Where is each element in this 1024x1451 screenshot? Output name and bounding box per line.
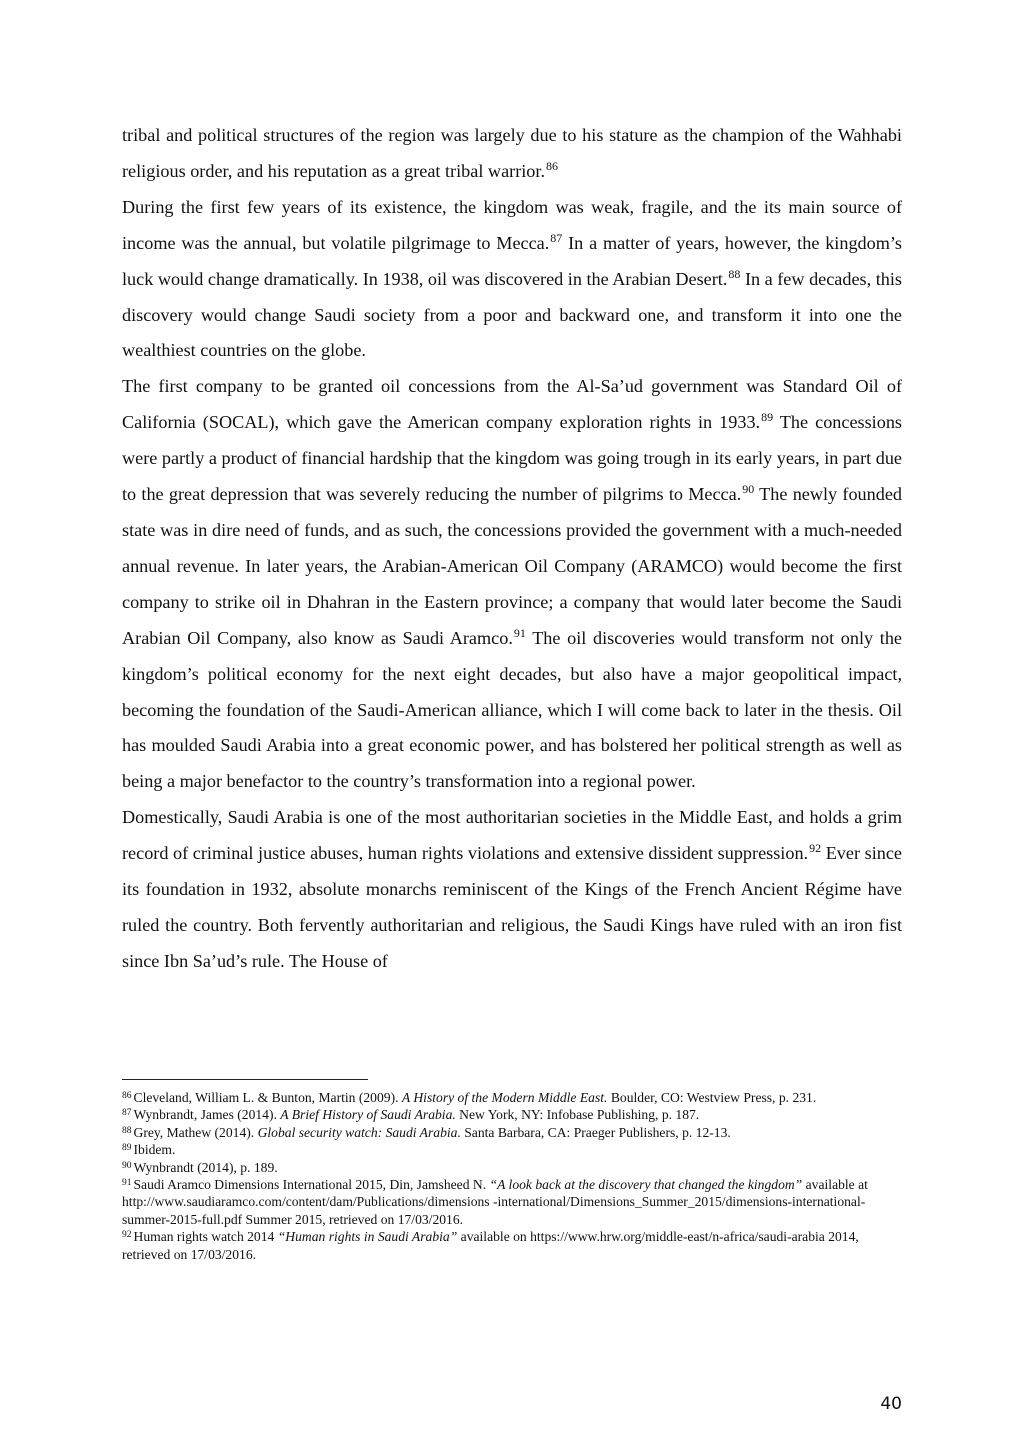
text-run: The oil discoveries would transform not only the kingdom’s political economy for the next eight decades, but also have a major geopolitical impact, becoming the foundation of the Saudi-American alliance, which I will come back to later in the thesis. Oil has moulded Saudi Arabia into a great economic power, and has bolstered her political strength as well as being a major benefactor to the country’s transformation into a regional power. [122, 627, 903, 792]
text-run: Human rights watch 2014 [133, 1229, 278, 1245]
footnote-number: 90 [122, 1160, 132, 1171]
text-run: available at http://www.saudiaramco.com/content/dam/Publications/dimensions -international/Dimensions_Summer_2015/dimensions-international-summer-2015-full.pdf Summer 2015, retrieved on 17/03/2016. [122, 1177, 868, 1227]
text-run: Wynbrandt, James (2014). [133, 1107, 281, 1123]
text-run: Saudi Aramco Dimensions International 2015, Din, Jamsheed N. [133, 1177, 490, 1193]
footnote-reference: 88 [728, 266, 741, 281]
footnote-number: 87 [122, 1108, 132, 1119]
text-run: The first company to be granted oil concessions from the Al-Sa’ud government was Standard Oil of California (SOCAL), which gave the American company exploration rights in 1933. [122, 376, 902, 433]
text-run: Ibidem. [133, 1142, 176, 1158]
footnote-reference: 86 [546, 158, 559, 173]
text-run: Domestically, Saudi Arabia is one of the most authoritarian societies in the Middle East, and holds a grim record of criminal justice abuses, human rights violations and extensive dissident suppression. [122, 807, 902, 864]
paragraph [122, 800, 902, 980]
text-run: available on https://www.hrw.org/middle-east/n-africa/saudi-arabia 2014, retrieved on 17/03/2016. [122, 1229, 859, 1262]
paragraph [122, 369, 902, 800]
italic-title: A Brief History of Saudi Arabia. [280, 1107, 456, 1123]
footnote [122, 1106, 902, 1123]
paragraph [122, 118, 902, 190]
paragraph [122, 190, 902, 370]
footnote-number: 92 [122, 1230, 132, 1241]
footnote [122, 1141, 902, 1158]
text-run: During the first few years of its existence, the kingdom was weak, fragile, and the its main source of income was the annual, but volatile pilgrimage to Mecca. [122, 196, 902, 253]
footnote-reference: 87 [550, 230, 563, 245]
footnote [122, 1124, 902, 1141]
italic-title: Global security watch: Saudi Arabia. [257, 1124, 461, 1140]
footnote-separator [122, 1079, 368, 1080]
footnote-reference: 89 [761, 410, 774, 425]
text-run: Boulder, CO: Westview Press, p. 231. [607, 1090, 817, 1105]
footnote [122, 1089, 902, 1106]
text-run: Wynbrandt (2014), p. 189. [133, 1159, 278, 1175]
italic-title: A History of the Modern Middle East. [401, 1090, 608, 1105]
footnote [122, 1176, 902, 1228]
text-run: Ever since its foundation in 1932, absolute monarchs reminiscent of the Kings of the French Ancient Régime have ruled the country. Both fervently authoritarian and religious, the Saudi Kings have ruled with an iron fist since Ibn Sa’ud’s rule. The House of [122, 843, 903, 971]
footnotes [122, 1089, 902, 1263]
footnote [122, 1159, 902, 1176]
page-number: 40 [880, 1394, 902, 1414]
text-run: Grey, Mathew (2014). [133, 1124, 258, 1140]
body-text [122, 118, 902, 980]
text-run: In a few decades, this discovery would change Saudi society from a poor and backward one, and transform it into one the wealthiest countries on the globe. [122, 268, 902, 361]
footnote-reference: 90 [742, 482, 755, 497]
text-run: The concessions were partly a product of financial hardship that the kingdom was going trough in its early years, in part due to the great depression that was severely reducing the number of pilgrims to Mecca. [122, 412, 902, 505]
italic-title: “Human rights in Saudi Arabia” [277, 1229, 458, 1245]
footnote-reference: 92 [809, 841, 822, 856]
text-run: Santa Barbara, CA: Praeger Publishers, p. 12-13. [460, 1124, 731, 1140]
footnote-number: 91 [122, 1178, 132, 1189]
text-run: The newly founded state was in dire need of funds, and as such, the concessions provided the government with a much-needed annual revenue. In later years, the Arabian-American Oil Company (ARAMCO) would become the first company to strike oil in Dhahran in the Eastern province; a company that would later become the Saudi Arabian Oil Company, also know as Saudi Aramco. [122, 484, 902, 648]
text-run: New York, NY: Infobase Publishing, p. 187. [455, 1107, 700, 1123]
text-run: tribal and political structures of the region was largely due to his stature as the champion of the Wahhabi religious order, and his reputation as a great tribal warrior. [122, 125, 902, 181]
text-run: In a matter of years, however, the kingdom’s luck would change dramatically. In 1938, oil was discovered in the Arabian Desert. [122, 232, 902, 289]
text-run: Cleveland, William L. & Bunton, Martin (2009). [133, 1090, 402, 1105]
footnote-number: 88 [122, 1125, 132, 1136]
italic-title: “A look back at the discovery that changed the kingdom” [489, 1177, 803, 1193]
footnote-number: 89 [122, 1143, 132, 1154]
footnote-number: 86 [122, 1091, 132, 1101]
footnote-reference: 91 [513, 625, 526, 640]
footnote [122, 1228, 902, 1263]
